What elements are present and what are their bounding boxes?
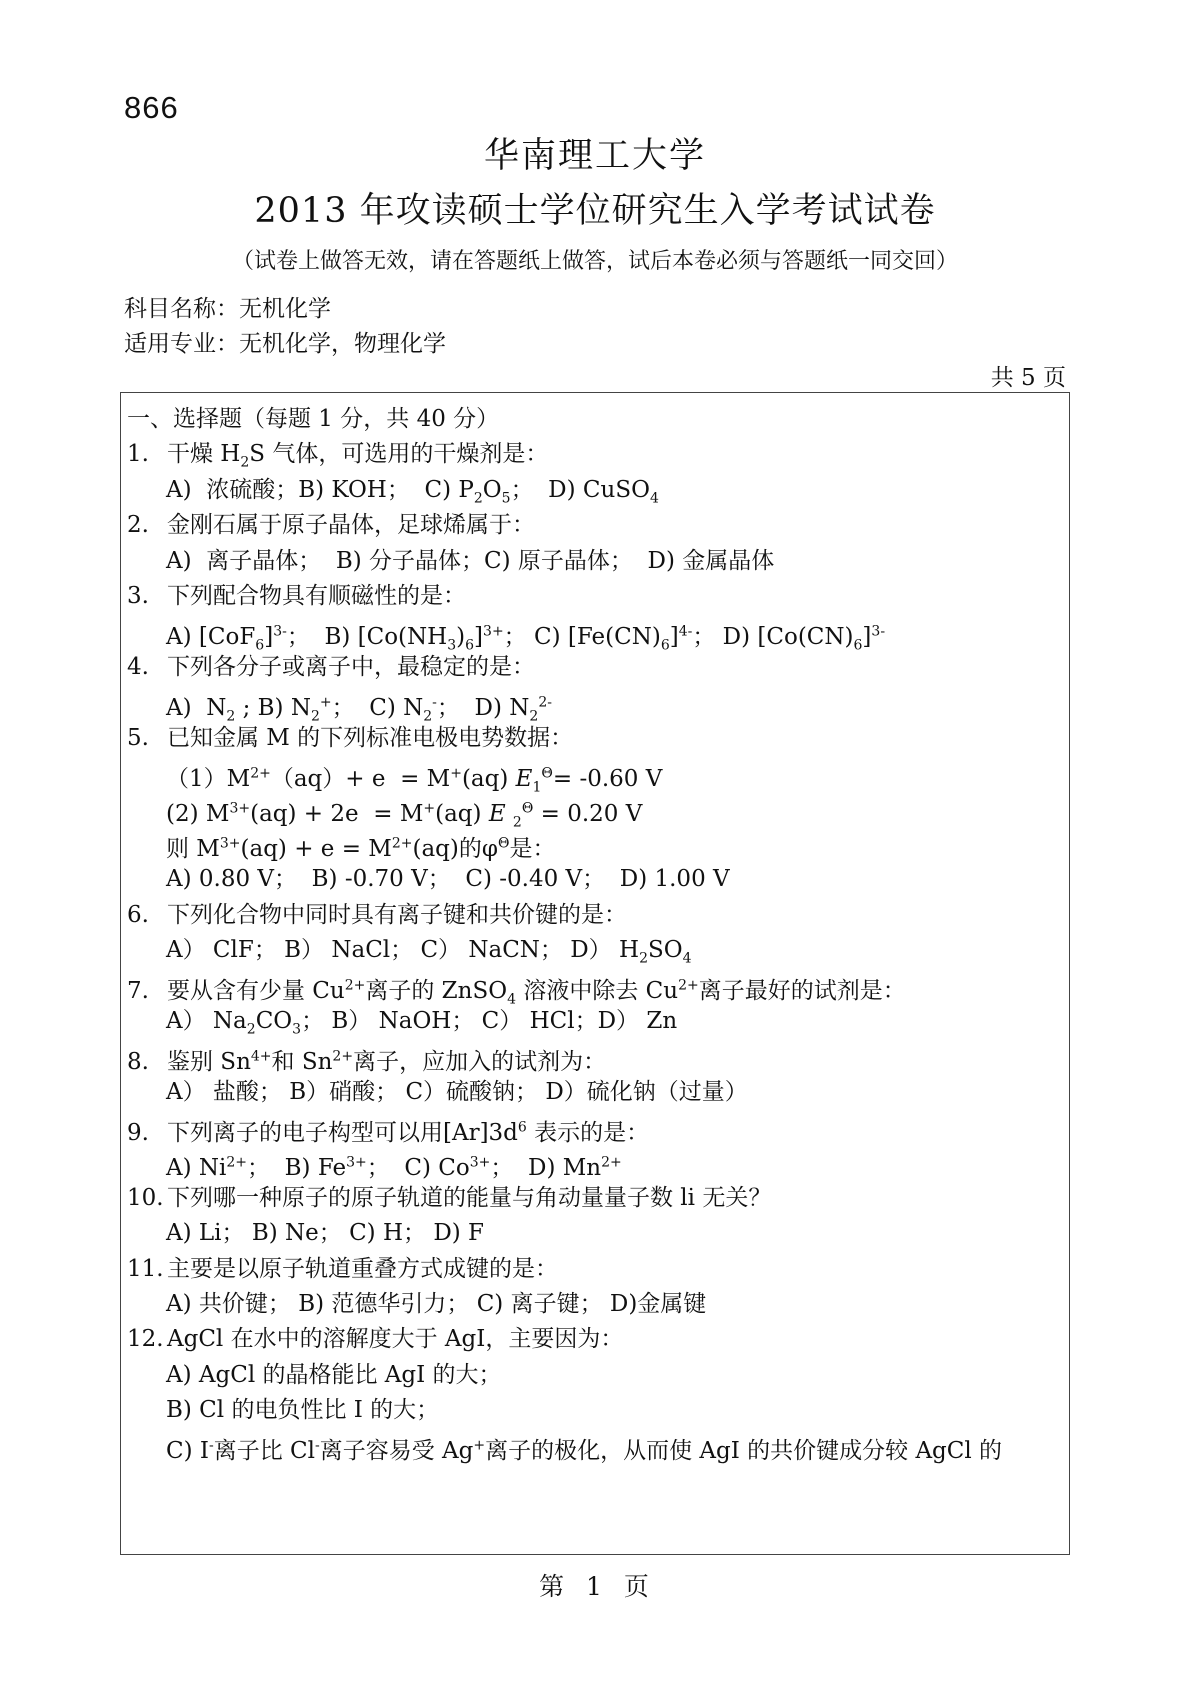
- line-text: 一、选择题（每题 1 分，共 40 分）: [127, 406, 500, 432]
- line-text: 下列配合物具有顺磁性的是：: [167, 583, 466, 609]
- question-stem: [127, 1038, 1063, 1074]
- line-text: A) $Ni^{2+}$； B) $Fe^{3+}$； C) $Co^{3+}$； D) $Mn^{2+}$: [166, 1154, 622, 1182]
- answer-options: [166, 1003, 1063, 1039]
- question-stem: [127, 507, 1063, 543]
- answer-options: [166, 472, 1063, 508]
- question-stem: [127, 436, 1063, 472]
- question-stem: [127, 967, 1063, 1008]
- line-text: A) Li； B) Ne； C) H； D) F: [166, 1220, 485, 1247]
- line-text: A) 离子晶体； B) 分子晶体；C) 原子晶体； D) 金属晶体: [166, 547, 775, 574]
- question-stem: [127, 897, 1063, 933]
- line-text: 金刚石属于原子晶体，足球烯属于：: [167, 512, 535, 539]
- question-number: 6.: [127, 901, 149, 928]
- answer-options: [166, 826, 1063, 862]
- total-pages: 共 5 页: [990, 365, 1066, 391]
- line-text: 下列化合物中同时具有离子键和共价键的是：: [167, 901, 627, 928]
- line-text: C) I-离子比 Cl-离子容易受 Ag+离子的极化，从而使 AgI 的共价键成分较 AgCl 的: [166, 1437, 1003, 1465]
- question-number: 11.: [127, 1255, 164, 1282]
- answer-options: [166, 755, 1063, 796]
- line-text: A) AgCl 的晶格能比 AgI 的大；: [166, 1361, 502, 1388]
- answer-options: [166, 861, 1063, 897]
- exam-code: 866: [124, 90, 179, 125]
- line-text: 已知金属 M 的下列标准电极电势数据：: [167, 724, 574, 751]
- line-text: 下列离子的电子构型可以用$[Ar]3d^6$ 表示的是：: [167, 1119, 650, 1146]
- question-number: 8.: [127, 1048, 149, 1075]
- page-number: 第 1 页: [539, 1572, 651, 1601]
- line-text: B) Cl 的电负性比 I 的大；: [166, 1397, 440, 1424]
- line-text: A） 盐酸； B）硝酸； C）硫酸钠； D）硫化钠（过量）: [166, 1078, 748, 1105]
- line-text: 主要是以原子轨道重叠方式成键的是：: [167, 1255, 558, 1282]
- line-text: A) $N_2$ ; B) $N_2^+$； C) $N_2^-$； D) $N_2^{2-}$: [166, 694, 552, 725]
- line-text: 干燥 $H_2S$ 气体，可选用的干燥剂是：: [167, 441, 549, 471]
- line-text: AgCl 在水中的溶解度大于 AgI，主要因为：: [167, 1326, 624, 1353]
- answer-options: [166, 613, 1063, 654]
- question-number: 9.: [127, 1119, 149, 1146]
- question-number: 5.: [127, 724, 149, 751]
- line-text: 则 $M^{3+}(aq) + e = M^{2+}(aq)$的$\varphi^\Theta$是：: [166, 835, 556, 863]
- answer-options: [166, 1286, 1063, 1322]
- line-text: A) $[CoF_6]^{3-}$； B) $[Co(NH_3)_6]^{3+}$； C) $[Fe(CN)_6]^{4-}$； D) $[Co(CN)_6]^{3-}$: [166, 623, 886, 654]
- answer-options: [166, 684, 1063, 725]
- section-heading: [127, 401, 1063, 437]
- line-text: (2) $M^{3+}(aq) + 2e = M^+(aq)$ E $_2^\Theta$ = 0.20 V: [166, 800, 643, 831]
- question-number: 1.: [127, 441, 149, 468]
- line-text: 鉴别 $Sn^{4+}$和 $Sn^{2+}$离子，应加入的试剂为：: [167, 1048, 607, 1075]
- answer-options: [166, 543, 1063, 579]
- question-stem: [127, 1321, 1063, 1357]
- line-text: A) 浓硫酸；B) KOH； C) $P_2O_5$； D) CuSO$_4$: [166, 476, 659, 507]
- question-number: 12.: [127, 1326, 164, 1353]
- question-number: 10.: [127, 1184, 164, 1211]
- line-text: A） ClF； B） NaCl； C） NaCN； D） $H_2SO_4$: [166, 937, 692, 967]
- line-text: 下列各分子或离子中，最稳定的是：: [167, 653, 535, 680]
- answer-options: [166, 1357, 1063, 1393]
- answer-options: [166, 1144, 1063, 1180]
- line-text: A) 0.80 V； B) -0.70 V； C) -0.40 V； D) 1.00 V: [166, 866, 730, 893]
- question-number: 2.: [127, 512, 149, 539]
- line-text: 下列哪一种原子的原子轨道的能量与角动量量子数 li 无关？: [167, 1184, 772, 1211]
- line-text: A) 共价键； B) 范德华引力； C) 离子键； D)金属键: [166, 1291, 707, 1317]
- exam-notice: （试卷上做答无效，请在答题纸上做答，试后本卷必须与答题纸一同交回）: [231, 249, 958, 274]
- answer-options: [166, 790, 1063, 831]
- question-stem: [127, 1251, 1063, 1287]
- question-stem: [127, 1180, 1063, 1216]
- question-stem: [127, 649, 1063, 685]
- answer-options: [166, 932, 1063, 968]
- line-text: 要从含有少量 $Cu^{2+}$离子的 ZnSO$_4$ 溶液中除去 $Cu^{2+}$离子最好的试剂是：: [167, 977, 906, 1008]
- answer-options: [166, 1215, 1063, 1251]
- exam-title: 2013 年攻读硕士学位研究生入学考试试卷: [254, 191, 936, 231]
- question-number: 4.: [127, 653, 149, 680]
- question-number: 3.: [127, 583, 149, 609]
- university-name: 华南理工大学: [483, 136, 706, 176]
- question-stem: [127, 1109, 1063, 1145]
- applicable-major: 适用专业：无机化学，物理化学: [124, 331, 446, 357]
- answer-options: [166, 1392, 1063, 1428]
- line-text: A） $Na_2CO_3$； B） NaOH； C） HCl；D） Zn: [166, 1007, 678, 1038]
- line-text: $(1)M^{2+}(aq)+ e = M^+(aq)$ $E_1^\Theta= -0.60$ V: [166, 765, 663, 796]
- answer-options: [166, 1074, 1063, 1110]
- question-frame: [120, 392, 1070, 1555]
- answer-options: [166, 1428, 1063, 1464]
- subject-name: 科目名称：无机化学: [124, 296, 331, 322]
- question-number: 7.: [127, 978, 149, 1005]
- question-stem: [127, 720, 1063, 756]
- question-stem: [127, 578, 1063, 614]
